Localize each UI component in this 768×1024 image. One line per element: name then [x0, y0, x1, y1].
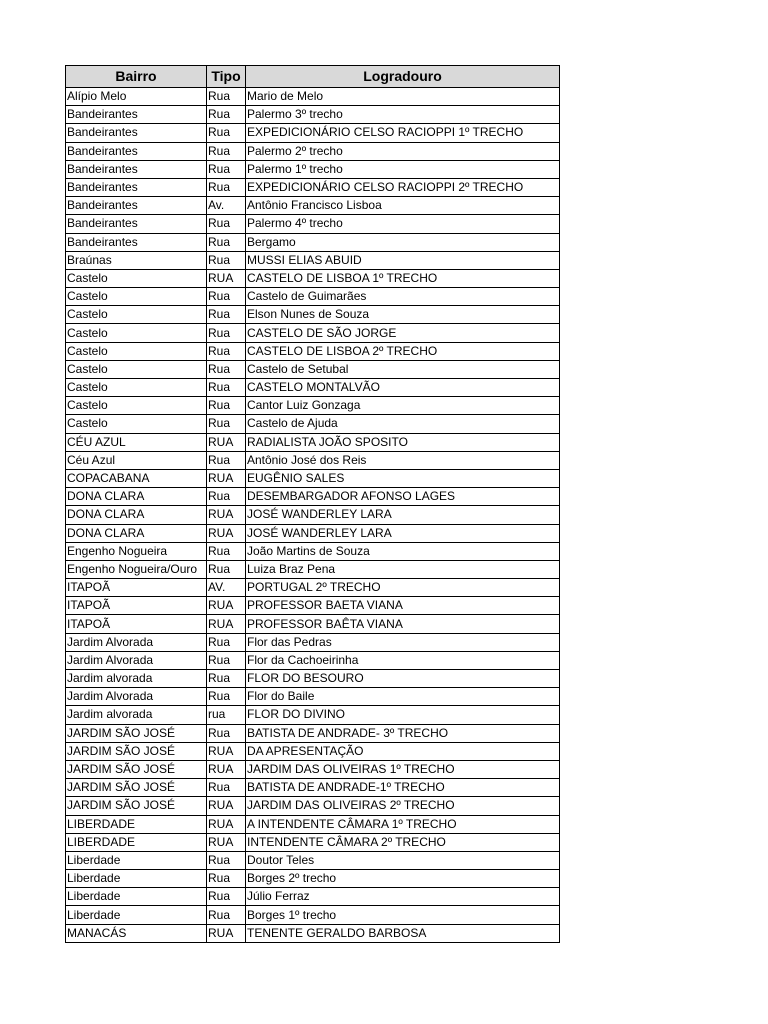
cell-tipo: RUA — [207, 597, 246, 615]
cell-bairro: Bandeirantes — [66, 178, 207, 196]
table-row — [66, 924, 560, 942]
cell-logradouro: Júlio Ferraz — [246, 888, 560, 906]
table-row — [66, 888, 560, 906]
header-tipo: Tipo — [207, 66, 246, 88]
cell-tipo: Rua — [207, 688, 246, 706]
cell-tipo: Rua — [207, 178, 246, 196]
table-row — [66, 706, 560, 724]
table-row — [66, 870, 560, 888]
cell-logradouro: DESEMBARGADOR AFONSO LAGES — [246, 488, 560, 506]
table-row — [66, 342, 560, 360]
table-row — [66, 197, 560, 215]
cell-tipo: RUA — [207, 797, 246, 815]
cell-bairro: Castelo — [66, 269, 207, 287]
cell-tipo: Rua — [207, 379, 246, 397]
cell-bairro: Bandeirantes — [66, 197, 207, 215]
table-row — [66, 106, 560, 124]
cell-tipo: RUA — [207, 433, 246, 451]
cell-logradouro: Castelo de Guimarães — [246, 288, 560, 306]
table-row — [66, 506, 560, 524]
cell-bairro: Bandeirantes — [66, 124, 207, 142]
cell-bairro: Céu Azul — [66, 451, 207, 469]
table-row — [66, 615, 560, 633]
cell-tipo: Rua — [207, 451, 246, 469]
cell-logradouro: Flor da Cachoeirinha — [246, 651, 560, 669]
table-row — [66, 560, 560, 578]
cell-logradouro: A INTENDENTE CÂMARA 1º TRECHO — [246, 815, 560, 833]
cell-bairro: JARDIM SÃO JOSÉ — [66, 797, 207, 815]
table-row — [66, 324, 560, 342]
cell-logradouro: Castelo de Ajuda — [246, 415, 560, 433]
cell-tipo: Rua — [207, 888, 246, 906]
table-row — [66, 397, 560, 415]
cell-logradouro: Palermo 4º trecho — [246, 215, 560, 233]
cell-bairro: DONA CLARA — [66, 506, 207, 524]
cell-bairro: ITAPOÃ — [66, 579, 207, 597]
cell-logradouro: Borges 2º trecho — [246, 870, 560, 888]
table-row — [66, 688, 560, 706]
table-row — [66, 724, 560, 742]
cell-logradouro: EXPEDICIONÁRIO CELSO RACIOPPI 2º TRECHO — [246, 178, 560, 196]
cell-logradouro: DA APRESENTAÇÃO — [246, 742, 560, 760]
table-row — [66, 178, 560, 196]
cell-bairro: DONA CLARA — [66, 488, 207, 506]
table-row — [66, 433, 560, 451]
table-row — [66, 651, 560, 669]
cell-bairro: Bandeirantes — [66, 215, 207, 233]
cell-tipo: RUA — [207, 760, 246, 778]
cell-bairro: Castelo — [66, 415, 207, 433]
cell-tipo: AV. — [207, 579, 246, 597]
cell-logradouro: BATISTA DE ANDRADE-1º TRECHO — [246, 779, 560, 797]
cell-logradouro: PORTUGAL 2º TRECHO — [246, 579, 560, 597]
table-row — [66, 379, 560, 397]
table-body — [66, 88, 560, 943]
header-bairro: Bairro — [66, 66, 207, 88]
cell-bairro: Alípio Melo — [66, 88, 207, 106]
cell-logradouro: Luiza Braz Pena — [246, 560, 560, 578]
cell-logradouro: CASTELO DE LISBOA 1º TRECHO — [246, 269, 560, 287]
table-row — [66, 906, 560, 924]
cell-logradouro: Mario de Melo — [246, 88, 560, 106]
cell-logradouro: CASTELO MONTALVÃO — [246, 379, 560, 397]
table-row — [66, 360, 560, 378]
cell-logradouro: Elson Nunes de Souza — [246, 306, 560, 324]
cell-logradouro: TENENTE GERALDO BARBOSA — [246, 924, 560, 942]
cell-bairro: Engenho Nogueira — [66, 542, 207, 560]
cell-bairro: Liberdade — [66, 888, 207, 906]
cell-logradouro: Antônio José dos Reis — [246, 451, 560, 469]
cell-tipo: RUA — [207, 506, 246, 524]
cell-logradouro: Borges 1º trecho — [246, 906, 560, 924]
cell-logradouro: Flor das Pedras — [246, 633, 560, 651]
cell-logradouro: JOSÉ WANDERLEY LARA — [246, 524, 560, 542]
cell-bairro: Jardim Alvorada — [66, 688, 207, 706]
table-row — [66, 597, 560, 615]
cell-bairro: MANACÁS — [66, 924, 207, 942]
cell-bairro: DONA CLARA — [66, 524, 207, 542]
cell-tipo: Rua — [207, 670, 246, 688]
cell-logradouro: JARDIM DAS OLIVEIRAS 2º TRECHO — [246, 797, 560, 815]
cell-tipo: RUA — [207, 469, 246, 487]
cell-tipo: RUA — [207, 742, 246, 760]
cell-tipo: Rua — [207, 851, 246, 869]
cell-tipo: Rua — [207, 360, 246, 378]
cell-logradouro: EUGÊNIO SALES — [246, 469, 560, 487]
cell-logradouro: PROFESSOR BAÊTA VIANA — [246, 615, 560, 633]
cell-tipo: RUA — [207, 924, 246, 942]
table-row — [66, 760, 560, 778]
table-row — [66, 88, 560, 106]
cell-tipo: Rua — [207, 215, 246, 233]
cell-logradouro: Castelo de Setubal — [246, 360, 560, 378]
cell-tipo: Av. — [207, 197, 246, 215]
cell-logradouro: Palermo 3º trecho — [246, 106, 560, 124]
table-row — [66, 797, 560, 815]
cell-logradouro: JOSÉ WANDERLEY LARA — [246, 506, 560, 524]
cell-tipo: RUA — [207, 524, 246, 542]
table-row — [66, 779, 560, 797]
cell-tipo: Rua — [207, 651, 246, 669]
cell-bairro: LIBERDADE — [66, 833, 207, 851]
cell-logradouro: Antônio Francisco Lisboa — [246, 197, 560, 215]
table-row — [66, 215, 560, 233]
cell-bairro: Jardim alvorada — [66, 670, 207, 688]
cell-tipo: Rua — [207, 233, 246, 251]
cell-tipo: Rua — [207, 724, 246, 742]
header-logradouro: Logradouro — [246, 66, 560, 88]
cell-tipo: Rua — [207, 306, 246, 324]
cell-logradouro: João Martins de Souza — [246, 542, 560, 560]
cell-logradouro: EXPEDICIONÁRIO CELSO RACIOPPI 1º TRECHO — [246, 124, 560, 142]
cell-bairro: Bandeirantes — [66, 160, 207, 178]
cell-bairro: LIBERDADE — [66, 815, 207, 833]
cell-bairro: Castelo — [66, 288, 207, 306]
cell-tipo: Rua — [207, 88, 246, 106]
cell-bairro: Castelo — [66, 397, 207, 415]
cell-logradouro: Palermo 2º trecho — [246, 142, 560, 160]
table-row — [66, 233, 560, 251]
cell-tipo: Rua — [207, 870, 246, 888]
cell-tipo: Rua — [207, 488, 246, 506]
cell-logradouro: Palermo 1º trecho — [246, 160, 560, 178]
cell-bairro: JARDIM SÃO JOSÉ — [66, 742, 207, 760]
cell-bairro: ITAPOÃ — [66, 615, 207, 633]
cell-bairro: Engenho Nogueira/Ouro — [66, 560, 207, 578]
cell-logradouro: RADIALISTA JOÃO SPOSITO — [246, 433, 560, 451]
cell-bairro: Jardim alvorada — [66, 706, 207, 724]
table-row — [66, 851, 560, 869]
cell-bairro: Castelo — [66, 306, 207, 324]
table-row — [66, 160, 560, 178]
cell-bairro: Bandeirantes — [66, 142, 207, 160]
table-row — [66, 124, 560, 142]
cell-bairro: Jardim Alvorada — [66, 651, 207, 669]
cell-bairro: Liberdade — [66, 870, 207, 888]
cell-tipo: Rua — [207, 106, 246, 124]
cell-tipo: Rua — [207, 397, 246, 415]
cell-bairro: Jardim Alvorada — [66, 633, 207, 651]
table-row — [66, 815, 560, 833]
cell-logradouro: Doutor Teles — [246, 851, 560, 869]
table-row — [66, 142, 560, 160]
cell-tipo: Rua — [207, 124, 246, 142]
cell-logradouro: CASTELO DE LISBOA 2º TRECHO — [246, 342, 560, 360]
table-row — [66, 288, 560, 306]
cell-tipo: Rua — [207, 288, 246, 306]
cell-logradouro: FLOR DO DIVINO — [246, 706, 560, 724]
cell-bairro: JARDIM SÃO JOSÉ — [66, 724, 207, 742]
cell-logradouro: INTENDENTE CÂMARA 2º TRECHO — [246, 833, 560, 851]
table-row — [66, 833, 560, 851]
cell-tipo: Rua — [207, 560, 246, 578]
table-row — [66, 670, 560, 688]
cell-bairro: JARDIM SÃO JOSÉ — [66, 779, 207, 797]
cell-bairro: Castelo — [66, 360, 207, 378]
cell-bairro: ITAPOÃ — [66, 597, 207, 615]
table-row — [66, 488, 560, 506]
cell-logradouro: JARDIM DAS OLIVEIRAS 1º TRECHO — [246, 760, 560, 778]
cell-bairro: Castelo — [66, 342, 207, 360]
table-row — [66, 469, 560, 487]
cell-tipo: Rua — [207, 542, 246, 560]
cell-bairro: Braúnas — [66, 251, 207, 269]
table-row — [66, 415, 560, 433]
cell-bairro: COPACABANA — [66, 469, 207, 487]
cell-bairro: Castelo — [66, 379, 207, 397]
cell-logradouro: Flor do Baile — [246, 688, 560, 706]
cell-logradouro: BATISTA DE ANDRADE- 3º TRECHO — [246, 724, 560, 742]
cell-tipo: Rua — [207, 342, 246, 360]
cell-bairro: Liberdade — [66, 906, 207, 924]
header-row — [66, 66, 560, 88]
table-row — [66, 742, 560, 760]
cell-tipo: Rua — [207, 251, 246, 269]
cell-logradouro: Bergamo — [246, 233, 560, 251]
table-row — [66, 542, 560, 560]
cell-tipo: rua — [207, 706, 246, 724]
cell-logradouro: Cantor Luiz Gonzaga — [246, 397, 560, 415]
table-row — [66, 579, 560, 597]
table-row — [66, 524, 560, 542]
streets-table — [65, 65, 560, 943]
table-row — [66, 633, 560, 651]
table-row — [66, 451, 560, 469]
cell-bairro: Liberdade — [66, 851, 207, 869]
table-row — [66, 269, 560, 287]
cell-logradouro: FLOR DO BESOURO — [246, 670, 560, 688]
cell-tipo: RUA — [207, 269, 246, 287]
table-row — [66, 306, 560, 324]
cell-tipo: Rua — [207, 906, 246, 924]
cell-bairro: JARDIM SÃO JOSÉ — [66, 760, 207, 778]
cell-tipo: RUA — [207, 833, 246, 851]
cell-tipo: Rua — [207, 633, 246, 651]
cell-tipo: RUA — [207, 615, 246, 633]
cell-bairro: Bandeirantes — [66, 106, 207, 124]
cell-tipo: Rua — [207, 779, 246, 797]
cell-logradouro: MUSSI ELIAS ABUID — [246, 251, 560, 269]
cell-bairro: Bandeirantes — [66, 233, 207, 251]
cell-tipo: Rua — [207, 160, 246, 178]
cell-tipo: Rua — [207, 324, 246, 342]
cell-tipo: Rua — [207, 142, 246, 160]
cell-logradouro: PROFESSOR BAETA VIANA — [246, 597, 560, 615]
cell-logradouro: CASTELO DE SÃO JORGE — [246, 324, 560, 342]
table-row — [66, 251, 560, 269]
cell-bairro: Castelo — [66, 324, 207, 342]
cell-bairro: CÉU AZUL — [66, 433, 207, 451]
cell-tipo: RUA — [207, 815, 246, 833]
cell-tipo: Rua — [207, 415, 246, 433]
